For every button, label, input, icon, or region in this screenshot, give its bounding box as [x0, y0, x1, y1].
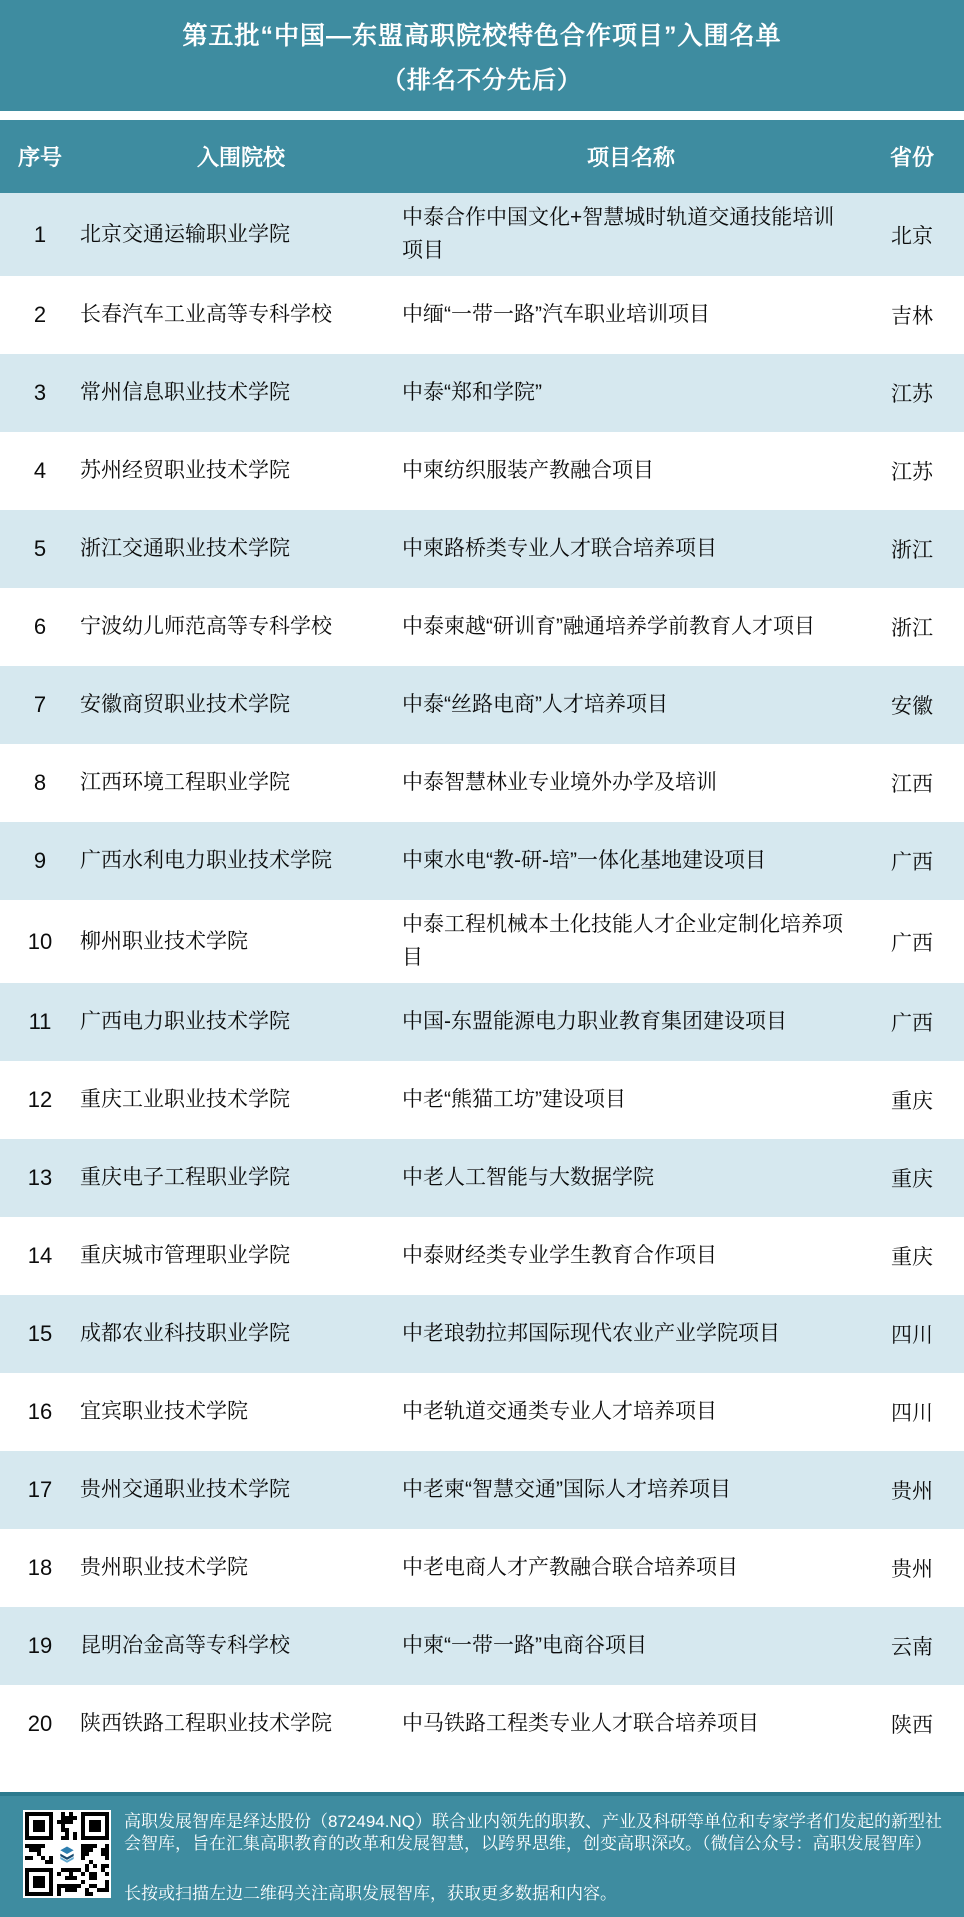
row-school: 陕西铁路工程职业技术学院	[80, 1712, 332, 1736]
row-school: 广西水利电力职业技术学院	[80, 849, 332, 873]
row-number: 2	[33, 302, 47, 328]
row-project: 中泰柬越“研训育”融通培养学前教育人才项目	[402, 614, 815, 638]
row-project: 中老琅勃拉邦国际现代农业产业学院项目	[402, 1321, 780, 1345]
qr-center-logo	[55, 1842, 79, 1866]
row-school: 广西电力职业技术学院	[80, 1010, 290, 1034]
row-province: 重庆	[891, 1168, 933, 1192]
footer-about: 高职发展智库是绎达股份（872494.NQ）联合业内领先的职教、产业及科研等单位和专家学者们发起的新型社会智库，旨在汇集高职教育的改革和发展智慧，以跨界思维，创变高职深改。（微信公众号：高职发展智库）	[124, 1812, 942, 1853]
header-no: 序号	[17, 145, 62, 170]
row-number: 11	[28, 1009, 52, 1035]
row-school: 成都农业科技职业学院	[80, 1322, 290, 1346]
row-province: 贵州	[891, 1558, 933, 1582]
row-province: 广西	[891, 1012, 933, 1036]
row-project: 中老“熊猫工坊”建设项目	[402, 1087, 626, 1111]
title-block	[0, 0, 964, 111]
row-project: 中老电商人才产教融合联合培养项目	[402, 1555, 738, 1579]
row-number: 18	[27, 1555, 53, 1581]
table-header-row	[0, 120, 964, 193]
row-school: 北京交通运输职业学院	[80, 222, 290, 246]
row-number: 8	[33, 770, 47, 796]
footer-cta: 长按或扫描左边二维码关注高职发展智库，获取更多数据和内容。	[124, 1884, 617, 1903]
row-project: 中泰“丝路电商”人才培养项目	[402, 692, 668, 716]
row-project: 中泰工程机械本土化技能人才企业定制化培养项目	[402, 913, 843, 969]
table-body	[0, 193, 964, 1763]
table-row	[0, 822, 964, 900]
row-number: 16	[27, 1399, 53, 1425]
table-row	[0, 354, 964, 432]
row-province: 重庆	[891, 1246, 933, 1270]
row-province: 江苏	[891, 461, 933, 485]
page-title: 第五批“中国—东盟高职院校特色合作项目”入围名单	[182, 22, 782, 50]
row-number: 7	[33, 692, 47, 718]
row-school: 贵州交通职业技术学院	[80, 1478, 290, 1502]
row-province: 广西	[891, 931, 933, 955]
footer-text	[124, 1810, 946, 1905]
row-province: 江西	[891, 773, 933, 797]
row-province: 陕西	[891, 1714, 933, 1738]
row-school: 江西环境工程职业学院	[80, 771, 290, 795]
row-number: 20	[27, 1711, 53, 1737]
row-school: 浙江交通职业技术学院	[80, 537, 290, 561]
row-school: 苏州经贸职业技术学院	[80, 459, 290, 483]
row-number: 4	[33, 458, 47, 484]
table-row	[0, 588, 964, 666]
row-project: 中老柬“智慧交通”国际人才培养项目	[402, 1477, 731, 1501]
row-province: 云南	[891, 1636, 933, 1660]
row-number: 17	[27, 1477, 53, 1503]
table-row	[0, 1451, 964, 1529]
row-number: 1	[33, 221, 47, 247]
row-school: 重庆工业职业技术学院	[80, 1088, 290, 1112]
row-project: 中老人工智能与大数据学院	[402, 1165, 654, 1189]
table-row	[0, 983, 964, 1061]
row-project: 中泰财经类专业学生教育合作项目	[402, 1243, 717, 1267]
row-project: 中缅“一带一路”汽车职业培训项目	[402, 302, 710, 326]
row-number: 6	[33, 614, 47, 640]
row-school: 昆明冶金高等专科学校	[80, 1634, 290, 1658]
row-province: 江苏	[891, 383, 933, 407]
row-school: 安徽商贸职业技术学院	[80, 693, 290, 717]
table-row	[0, 1061, 964, 1139]
row-number: 14	[27, 1243, 53, 1269]
row-number: 15	[27, 1321, 53, 1347]
table-row	[0, 666, 964, 744]
row-school: 长春汽车工业高等专科学校	[80, 303, 332, 327]
footer	[0, 1792, 964, 1917]
table-row	[0, 193, 964, 276]
table-row	[0, 900, 964, 983]
table-row	[0, 1139, 964, 1217]
row-province: 广西	[891, 851, 933, 875]
row-province: 浙江	[891, 617, 933, 641]
page-subtitle: （排名不分先后）	[382, 67, 582, 94]
row-number: 13	[27, 1165, 53, 1191]
row-school: 宁波幼儿师范高等专科学校	[80, 615, 332, 639]
row-province: 四川	[891, 1324, 933, 1348]
row-number: 5	[33, 536, 47, 562]
row-project: 中泰“郑和学院”	[402, 380, 542, 404]
row-school: 柳州职业技术学院	[80, 929, 248, 953]
table-row	[0, 432, 964, 510]
table-row	[0, 744, 964, 822]
table-row	[0, 1685, 964, 1763]
qr-code[interactable]	[23, 1810, 111, 1898]
layers-icon	[57, 1844, 77, 1864]
table-row	[0, 1217, 964, 1295]
header-project: 项目名称	[586, 145, 675, 170]
row-school: 重庆电子工程职业学院	[80, 1166, 290, 1190]
row-number: 3	[33, 380, 47, 406]
row-school: 重庆城市管理职业学院	[80, 1244, 290, 1268]
row-province: 贵州	[891, 1480, 933, 1504]
row-project: 中马铁路工程类专业人才联合培养项目	[402, 1711, 759, 1735]
table-row	[0, 510, 964, 588]
row-province: 四川	[891, 1402, 933, 1426]
row-number: 10	[27, 928, 53, 954]
row-project: 中泰智慧林业专业境外办学及培训	[402, 770, 717, 794]
table-row	[0, 1607, 964, 1685]
header-school: 入围院校	[196, 145, 285, 170]
row-project: 中柬“一带一路”电商谷项目	[402, 1633, 647, 1657]
table-row	[0, 1295, 964, 1373]
header-province: 省份	[889, 145, 934, 170]
row-school: 常州信息职业技术学院	[80, 381, 290, 405]
row-project: 中老轨道交通类专业人才培养项目	[402, 1399, 717, 1423]
row-school: 宜宾职业技术学院	[80, 1400, 248, 1424]
row-project: 中柬水电“教-研-培”一体化基地建设项目	[402, 848, 766, 872]
row-province: 吉林	[891, 305, 933, 329]
row-project: 中柬纺织服装产教融合项目	[402, 458, 654, 482]
table-row	[0, 1373, 964, 1451]
title-divider	[0, 111, 964, 120]
row-project: 中泰合作中国文化+智慧城时轨道交通技能培训项目	[402, 206, 835, 262]
row-number: 12	[27, 1087, 53, 1113]
row-province: 浙江	[891, 539, 933, 563]
row-number: 9	[33, 848, 47, 874]
row-province: 安徽	[891, 695, 933, 719]
row-project: 中柬路桥类专业人才联合培养项目	[402, 536, 717, 560]
row-number: 19	[27, 1633, 53, 1659]
row-province: 重庆	[891, 1090, 933, 1114]
row-school: 贵州职业技术学院	[80, 1556, 248, 1580]
table-row	[0, 276, 964, 354]
table-row	[0, 1529, 964, 1607]
row-project: 中国-东盟能源电力职业教育集团建设项目	[402, 1009, 787, 1033]
row-province: 北京	[891, 224, 933, 248]
